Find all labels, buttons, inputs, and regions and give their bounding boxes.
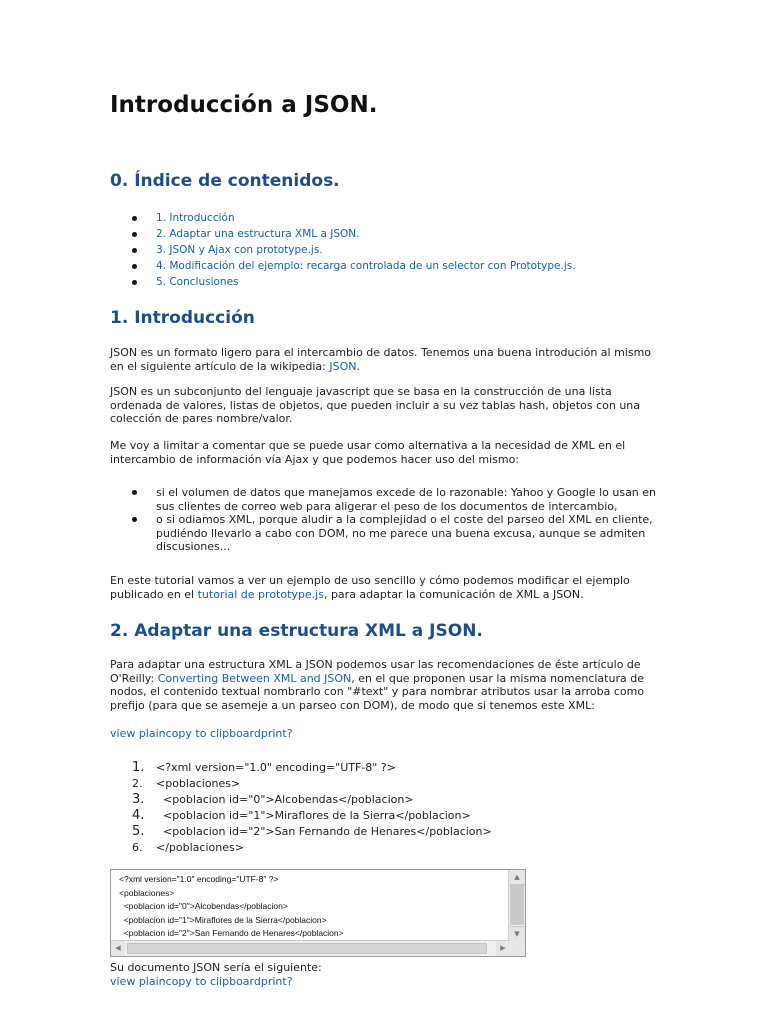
toc-item-1[interactable]: 1. Introducción [132,210,576,226]
json-wikipedia-link[interactable]: JSON [329,359,357,373]
adapt-p1-start: Para adaptar una estructura XML a JSON podemos usar las recomendaciones de éste artículo de O'Reilly: [110,658,641,685]
intro-p4-text: En este tutorial vamos a ver un ejemplo de uso sencillo y cómo podemos modificar el ejemplo publicado en el [110,574,630,601]
scrollbar-corner [509,941,525,956]
toc-item-2[interactable]: 2. Adaptar una estructura XML a JSON. [132,226,576,242]
index-heading: 0. Índice de contenidos. [110,171,340,191]
line-number: 6. [132,841,143,854]
code-line [132,792,492,808]
code-line [132,776,492,792]
horizontal-scroll-thumb[interactable] [127,943,487,954]
scroll-up-icon[interactable]: ▲ [509,870,525,885]
scroll-left-icon[interactable]: ◀ [111,941,125,956]
toc-item-3[interactable]: 3. JSON y Ajax con prototype.js. [132,242,576,258]
code-text: <?xml version="1.0" encoding="UTF-8" ?> [156,761,396,774]
code-line [132,808,492,824]
code-box-line: <poblaciones> [119,887,175,898]
code-textarea[interactable] [110,869,526,957]
intro-paragraph-1 [110,346,658,373]
line-number: 1. [132,760,145,775]
horizontal-scrollbar[interactable] [111,940,510,956]
code-textarea-content [119,873,504,941]
code-line [132,760,492,776]
code-box-line: <poblacion id="2">San Fernando de Henares</poblacion> [119,928,344,938]
vertical-scroll-thumb[interactable] [510,885,524,925]
code-text: <poblacion id="2">San Fernando de Henares</poblacion> [156,825,492,838]
code-text: <poblaciones> [156,777,241,790]
scroll-right-icon[interactable]: ▶ [496,941,510,956]
code-text: <poblacion id="0">Alcobendas</poblacion> [156,793,414,806]
line-number: 4. [132,808,145,823]
code-text: <poblacion id="1">Miraflores de la Sierra</poblacion> [156,809,471,822]
vertical-scrollbar[interactable] [508,870,525,941]
code-box-line: <poblacion id="0">Alcobendas</poblacion> [119,901,288,911]
code-text: </poblaciones> [156,841,244,854]
bullet-item-1: si el volumen de datos que manejamos excede de lo razonable: Yahoo y Google lo usan en sus clientes de correo web para aligerar el peso de los documentos de intercambio, [132,486,658,513]
code-line [132,840,492,856]
code-toolbar-link-2[interactable]: view plaincopy to clipboardprint? [110,975,293,988]
oreilly-article-link[interactable]: Converting Between XML and JSON [157,671,352,685]
intro-p1-text: JSON es un formato ligero para el intercambio de datos. Tenemos una buena introdución al mismo en el siguiente artículo de la wikipedia: [110,346,652,373]
intro-p1-end: . [356,359,360,373]
bullet-item-2: o si odiamos XML, porque aludir a la complejidad o el coste del parseo del XML en cliente, pudiéndo llevarlo a cabo con DOM, no me parece una buena excusa, aunque se admiten discusiones... [132,513,658,554]
toc-item-4[interactable]: 4. Modificación del ejemplo: recarga controlada de un selector con Prototype.js. [132,258,576,274]
intro-bullet-list [132,486,658,554]
prototype-tutorial-link[interactable]: tutorial de prototype.js [197,587,324,601]
table-of-contents [132,210,576,290]
page-title: Introducción a JSON. [110,92,378,118]
code-toolbar-link[interactable]: view plaincopy to clipboardprint? [110,727,293,740]
toc-item-5[interactable]: 5. Conclusiones [132,274,576,290]
adapt-paragraph-1 [110,658,658,712]
intro-heading: 1. Introducción [110,308,255,328]
line-number: 5. [132,824,145,839]
code-box-line: <?xml version="1.0" encoding="UTF-8" ?> [119,874,279,884]
code-listing [132,760,492,856]
line-number: 3. [132,792,145,807]
json-intro-text: Su documento JSON sería el siguiente: [110,961,322,974]
intro-paragraph-3: Me voy a limitar a comentar que se puede usar como alternativa a la necesidad de XML en el intercambio de información vía Ajax y que podemos hacer uso del mismo: [110,439,626,466]
adapt-p1-end: , en el que proponen usar la misma nomenclatura de nodos, el contenido textual nombrarlo con "#text" y para nombrar atributos usar la arroba como prefijo (para que se asemeje a un parseo con DOM), de modo que si tenemos este XML: [110,671,645,712]
intro-paragraph-4 [110,574,658,601]
intro-p4-end: , para adaptar la comunicación de XML a JSON. [323,587,584,601]
line-number: 2. [132,777,143,790]
adapt-heading: 2. Adaptar una estructura XML a JSON. [110,621,483,641]
intro-paragraph-2: JSON es un subconjunto del lenguaje javascript que se basa en la construcción de una lista ordenada de valores, listas de objetos, que pueden incluir a su vez tablas hash, objetos con una colección de pares nombre/valor. [110,385,640,425]
scroll-down-icon[interactable]: ▼ [509,926,525,941]
code-line [132,824,492,840]
code-box-line: <poblacion id="1">Miraflores de la Sierra</poblacion> [119,914,327,925]
